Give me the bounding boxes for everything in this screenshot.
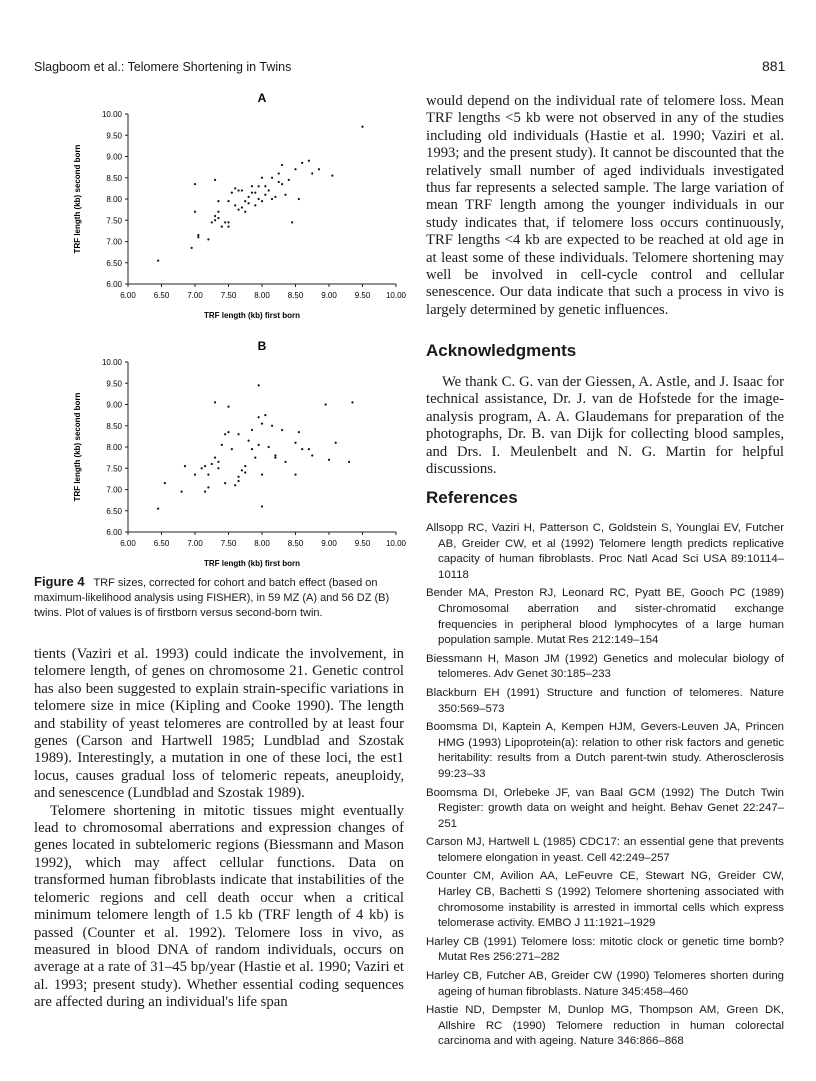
data-point — [281, 429, 283, 431]
data-point — [194, 211, 196, 213]
y-tick-label: 7.50 — [106, 216, 122, 226]
data-point — [258, 384, 260, 386]
data-point — [197, 234, 199, 236]
x-tick-label: 6.50 — [153, 539, 170, 548]
data-point — [251, 185, 253, 187]
reference-item: Bender MA, Preston RJ, Leonard RC, Pyatt BE, Gooch PC (1989) Chromosomal aberration and sister-chromatid exchange frequencies in peripheral blood lymphocytes of a large human population sample. Mutat Res 212:149–154 — [426, 587, 784, 647]
data-point — [224, 433, 226, 435]
data-point — [194, 183, 196, 185]
reference-item: Blackburn EH (1991) Structure and function of telomeres. Nature 350:569–573 — [426, 686, 784, 715]
data-point — [264, 194, 266, 196]
data-point — [211, 221, 213, 223]
data-point — [288, 179, 290, 181]
data-point — [268, 446, 270, 448]
data-point — [221, 444, 223, 446]
data-point — [207, 238, 209, 240]
data-point — [181, 491, 183, 493]
data-point — [298, 431, 300, 433]
data-point — [197, 236, 199, 238]
data-point — [301, 448, 303, 450]
y-tick-label: 7.50 — [106, 464, 122, 474]
x-tick-label: 10.00 — [385, 291, 407, 300]
y-tick-label: 8.00 — [106, 443, 122, 452]
chart-title: B — [257, 339, 267, 353]
y-tick-label: 9.00 — [106, 152, 122, 162]
data-point — [258, 198, 260, 200]
data-point — [328, 459, 330, 461]
data-point — [157, 260, 159, 262]
data-point — [248, 196, 250, 198]
scatter-plot-a — [70, 88, 410, 333]
data-point — [234, 484, 236, 486]
reference-item: Harley CB (1991) Telomere loss: mitotic clock or genetic time bomb? Mutat Res 256:271–282 — [426, 935, 784, 964]
data-point — [251, 448, 253, 450]
data-point — [248, 202, 250, 204]
data-point — [227, 406, 229, 408]
y-tick-label: 6.00 — [106, 280, 122, 289]
data-point — [237, 209, 239, 211]
data-point — [351, 401, 353, 403]
data-point — [281, 164, 283, 166]
data-point — [294, 442, 296, 444]
data-point — [234, 204, 236, 206]
data-point — [227, 200, 229, 202]
y-tick-label: 9.50 — [106, 379, 122, 389]
data-point — [237, 476, 239, 478]
x-tick-label: 10.00 — [385, 539, 407, 548]
data-point — [248, 440, 250, 442]
data-point — [214, 215, 216, 217]
reference-item: Hastie ND, Dempster M, Dunlop MG, Thompson AM, Green DK, Allshire RC (1990) Telomere reduction in human colorectal carcinoma and with ageing. Nature 346:866–868 — [426, 1004, 784, 1048]
data-point — [214, 401, 216, 403]
y-tick-label: 10.00 — [101, 110, 122, 119]
data-point — [244, 471, 246, 473]
reference-item: Carson MJ, Hartwell L (1985) CDC17: an essential gene that prevents telomere elongation in yeast. Cell 42:249–257 — [426, 836, 784, 864]
x-tick-label: 9.00 — [321, 291, 337, 300]
acknowledgments-heading: Acknowledgments — [426, 341, 577, 360]
reference-item: Counter CM, Avilion AA, LeFeuvre CE, Stewart NG, Greider CW, Harley CB, Bachetti S (1992) Telomere shortening associated with chromosome instability is arrested in immortal cells which express telomerase activity. EMBO J 11:1921–1929 — [426, 870, 784, 930]
scatter-plot-a-svg — [70, 88, 410, 328]
data-point — [241, 469, 243, 471]
data-point — [217, 467, 219, 469]
x-tick-label: 9.50 — [354, 291, 371, 300]
data-point — [194, 474, 196, 476]
acknowledgments-text — [426, 374, 784, 478]
reference-item: Allsopp RC, Vaziri H, Patterson C, Goldstein S, Younglai EV, Futcher AB, Greider CW, et al (1992) Telomere length predicts replicative capacity of human fibroblasts. Proc Natl Acad Sci USA 89:10114–10118 — [426, 522, 784, 581]
data-point — [224, 482, 226, 484]
data-point — [227, 431, 229, 433]
paragraph: We thank C. G. van der Giessen, A. Astle, and J. Isaac for technical assistance, Dr. J. van de Hofstede for the image-analysis program, A. A. Glaudemans for preparation of the photographs, Dr. B. van Dijk for collecting blood samples, and Drs. I. Meulenbelt and N. G. Martin for helpful discussions. — [426, 374, 784, 478]
data-point — [258, 416, 260, 418]
data-point — [264, 414, 266, 416]
data-point — [271, 177, 273, 179]
data-point — [157, 508, 159, 510]
scatter-plot-b-svg — [70, 336, 410, 576]
y-tick-label: 7.00 — [106, 237, 122, 247]
data-point — [308, 448, 310, 450]
data-point — [294, 168, 296, 170]
data-point — [278, 172, 280, 174]
data-point — [281, 183, 283, 185]
x-tick-label: 7.50 — [220, 539, 237, 548]
data-point — [298, 198, 300, 200]
data-point — [241, 206, 243, 208]
y-tick-label: 9.00 — [106, 400, 122, 410]
data-point — [237, 189, 239, 191]
data-point — [237, 433, 239, 435]
y-tick-label: 6.00 — [106, 528, 122, 537]
figure-caption — [34, 574, 400, 621]
x-tick-label: 9.00 — [321, 539, 337, 548]
data-point — [224, 221, 226, 223]
data-point — [278, 181, 280, 183]
reference-item: Boomsma DI, Kaptein A, Kempen HJM, Gevers-Leuven JA, Princen HMG (1993) Lipoprotein(a): relation to other risk factors and genetic heritability: results from a Dutch parent-twin study. Atherosclerosis 99:23–33 — [426, 721, 784, 780]
data-point — [204, 465, 206, 467]
data-point — [311, 454, 313, 456]
y-tick-label: 6.50 — [106, 506, 122, 516]
y-tick-label: 9.50 — [106, 131, 122, 141]
right-column-text — [426, 93, 784, 319]
data-point — [237, 480, 239, 482]
paragraph: would depend on the individual rate of telomere loss. Mean TRF lengths <5 kb were not observed in any of the studies including old individuals (Hastie et al. 1990; Vaziri et al. 1993; and the present study). It cannot be discounted that the relatively small number of aged individuals investigated thus far represents a selected sample. The large variation of mean TRF length among the younger individuals in our study indicates that, if telomere loss occurs continuously, TRF lengths <4 kb are expected to be reached at old age in at least some of these individuals. Telomere shortening may well be involved in cell-cycle control and cellular senescence. Our data indicate that such a process in vivo is largely determined by genetic influences. — [426, 93, 784, 318]
data-point — [214, 457, 216, 459]
data-point — [217, 211, 219, 213]
x-tick-label: 7.50 — [220, 291, 237, 300]
x-tick-label: 8.00 — [254, 539, 270, 548]
data-point — [254, 457, 256, 459]
x-tick-label: 8.50 — [287, 291, 304, 300]
data-point — [204, 491, 206, 493]
data-point — [251, 192, 253, 194]
data-point — [184, 465, 186, 467]
y-tick-label: 6.50 — [106, 258, 122, 268]
data-point — [234, 187, 236, 189]
data-point — [201, 467, 203, 469]
figure-caption-text: TRF sizes, corrected for cohort and batch effect (based on maximum-likelihood analysis using FISHER), in 59 MZ (A) and 56 DZ (B) twins. Plot of values is of firstborn versus second-born twin. — [34, 577, 390, 619]
y-axis-label: TRF length (kb) second born — [73, 392, 82, 502]
x-tick-label: 7.00 — [187, 291, 203, 300]
data-point — [231, 192, 233, 194]
y-tick-label: 8.00 — [106, 195, 122, 204]
data-point — [271, 425, 273, 427]
x-axis-label: TRF length (kb) first born — [204, 559, 300, 568]
data-point — [274, 457, 276, 459]
data-point — [264, 185, 266, 187]
data-point — [284, 194, 286, 196]
data-point — [271, 198, 273, 200]
y-tick-label: 7.00 — [106, 485, 122, 495]
reference-item: Biessmann H, Mason JM (1992) Genetics and molecular biology of telomeres. Adv Genet 30:185–233 — [426, 652, 784, 681]
x-tick-label: 6.00 — [120, 291, 136, 300]
data-point — [274, 454, 276, 456]
data-point — [227, 226, 229, 228]
y-tick-label: 8.50 — [106, 421, 122, 431]
data-point — [261, 505, 263, 507]
data-point — [261, 474, 263, 476]
data-point — [311, 172, 313, 174]
data-point — [284, 461, 286, 463]
data-point — [261, 200, 263, 202]
y-tick-label: 10.00 — [101, 358, 122, 367]
paragraph: tients (Vaziri et al. 1993) could indicate the involvement, in telomere length, of genes on chromosome 21. Genetic control has also been suggested to explain strain-specific variations in telomere size in mice (Kipling and Cooke 1990). The length and stability of yeast telomeres are controlled by at least four genes (Carson and Hartwell 1985; Lundblad and Szostak 1989). Interestingly, a mutation in one of these loci, the est1 locus, causes gradual loss of telomeric repeats, aneuploidy, and senescence (Lundblad and Szostak 1989). — [34, 646, 404, 802]
data-point — [217, 217, 219, 219]
data-point — [207, 486, 209, 488]
data-point — [308, 160, 310, 162]
references-heading: References — [426, 488, 518, 507]
data-point — [261, 423, 263, 425]
page-number: 881 — [762, 58, 786, 74]
x-axis-label: TRF length (kb) first born — [204, 311, 300, 320]
reference-item: Boomsma DI, Orlebeke JF, van Baal GCM (1992) The Dutch Twin Register: growth data on weight and height. Behav Genet 22:247–251 — [426, 786, 784, 830]
data-point — [348, 461, 350, 463]
left-column-text — [34, 646, 404, 1012]
data-point — [361, 126, 363, 128]
data-point — [258, 185, 260, 187]
data-point — [251, 429, 253, 431]
paragraph: Telomere shortening in mitotic tissues might eventually lead to chromosomal aberrations and expression changes of genes located in subtelomeric regions (Biessmann and Mason 1992), which may affect cellular functions. Data on transformed human fibroblasts indicate that instabilities of the telomeric regions and cell death occur when a critical minimum telomere length of 1.5 kb (TRF length of 4 kb) is passed (Counter et al. 1992). Telomere loss in vivo, as measured in blood DNA of random individuals, occurs on average at a rate of 31–45 bp/year (Hastie et al. 1990; Vaziri et al. 1993; present study). Whether essential coding sequences are affected during an individual's life span — [34, 802, 404, 1011]
running-title: Slagboom et al.: Telomere Shortening in Twins — [34, 60, 292, 74]
chart-title: A — [257, 91, 267, 105]
data-point — [261, 177, 263, 179]
data-point — [244, 211, 246, 213]
data-point — [164, 482, 166, 484]
data-point — [301, 162, 303, 164]
data-point — [214, 179, 216, 181]
x-tick-label: 6.00 — [120, 539, 136, 548]
data-point — [258, 444, 260, 446]
data-point — [291, 221, 293, 223]
data-point — [294, 474, 296, 476]
data-point — [274, 196, 276, 198]
y-axis-label: TRF length (kb) second born — [73, 144, 82, 254]
data-point — [244, 465, 246, 467]
data-point — [244, 200, 246, 202]
data-point — [227, 221, 229, 223]
data-point — [211, 463, 213, 465]
data-point — [254, 204, 256, 206]
data-point — [268, 189, 270, 191]
reference-list — [426, 521, 784, 1053]
x-tick-label: 7.00 — [187, 539, 203, 548]
figure-label: Figure 4 — [34, 574, 85, 589]
x-tick-label: 6.50 — [153, 291, 170, 300]
data-point — [217, 200, 219, 202]
data-point — [241, 189, 243, 191]
data-point — [325, 403, 327, 405]
data-point — [221, 226, 223, 228]
data-point — [331, 175, 333, 177]
data-point — [191, 247, 193, 249]
reference-item: Harley CB, Futcher AB, Greider CW (1990) Telomeres shorten during ageing of human fibroblasts. Nature 345:458–460 — [426, 970, 784, 998]
data-point — [335, 442, 337, 444]
data-point — [207, 474, 209, 476]
data-point — [254, 192, 256, 194]
scatter-plot-b — [70, 336, 410, 581]
data-point — [217, 461, 219, 463]
x-tick-label: 8.00 — [254, 291, 270, 300]
data-point — [214, 219, 216, 221]
data-point — [318, 168, 320, 170]
x-tick-label: 8.50 — [287, 539, 304, 548]
x-tick-label: 9.50 — [354, 539, 371, 548]
data-point — [231, 448, 233, 450]
y-tick-label: 8.50 — [106, 173, 122, 183]
